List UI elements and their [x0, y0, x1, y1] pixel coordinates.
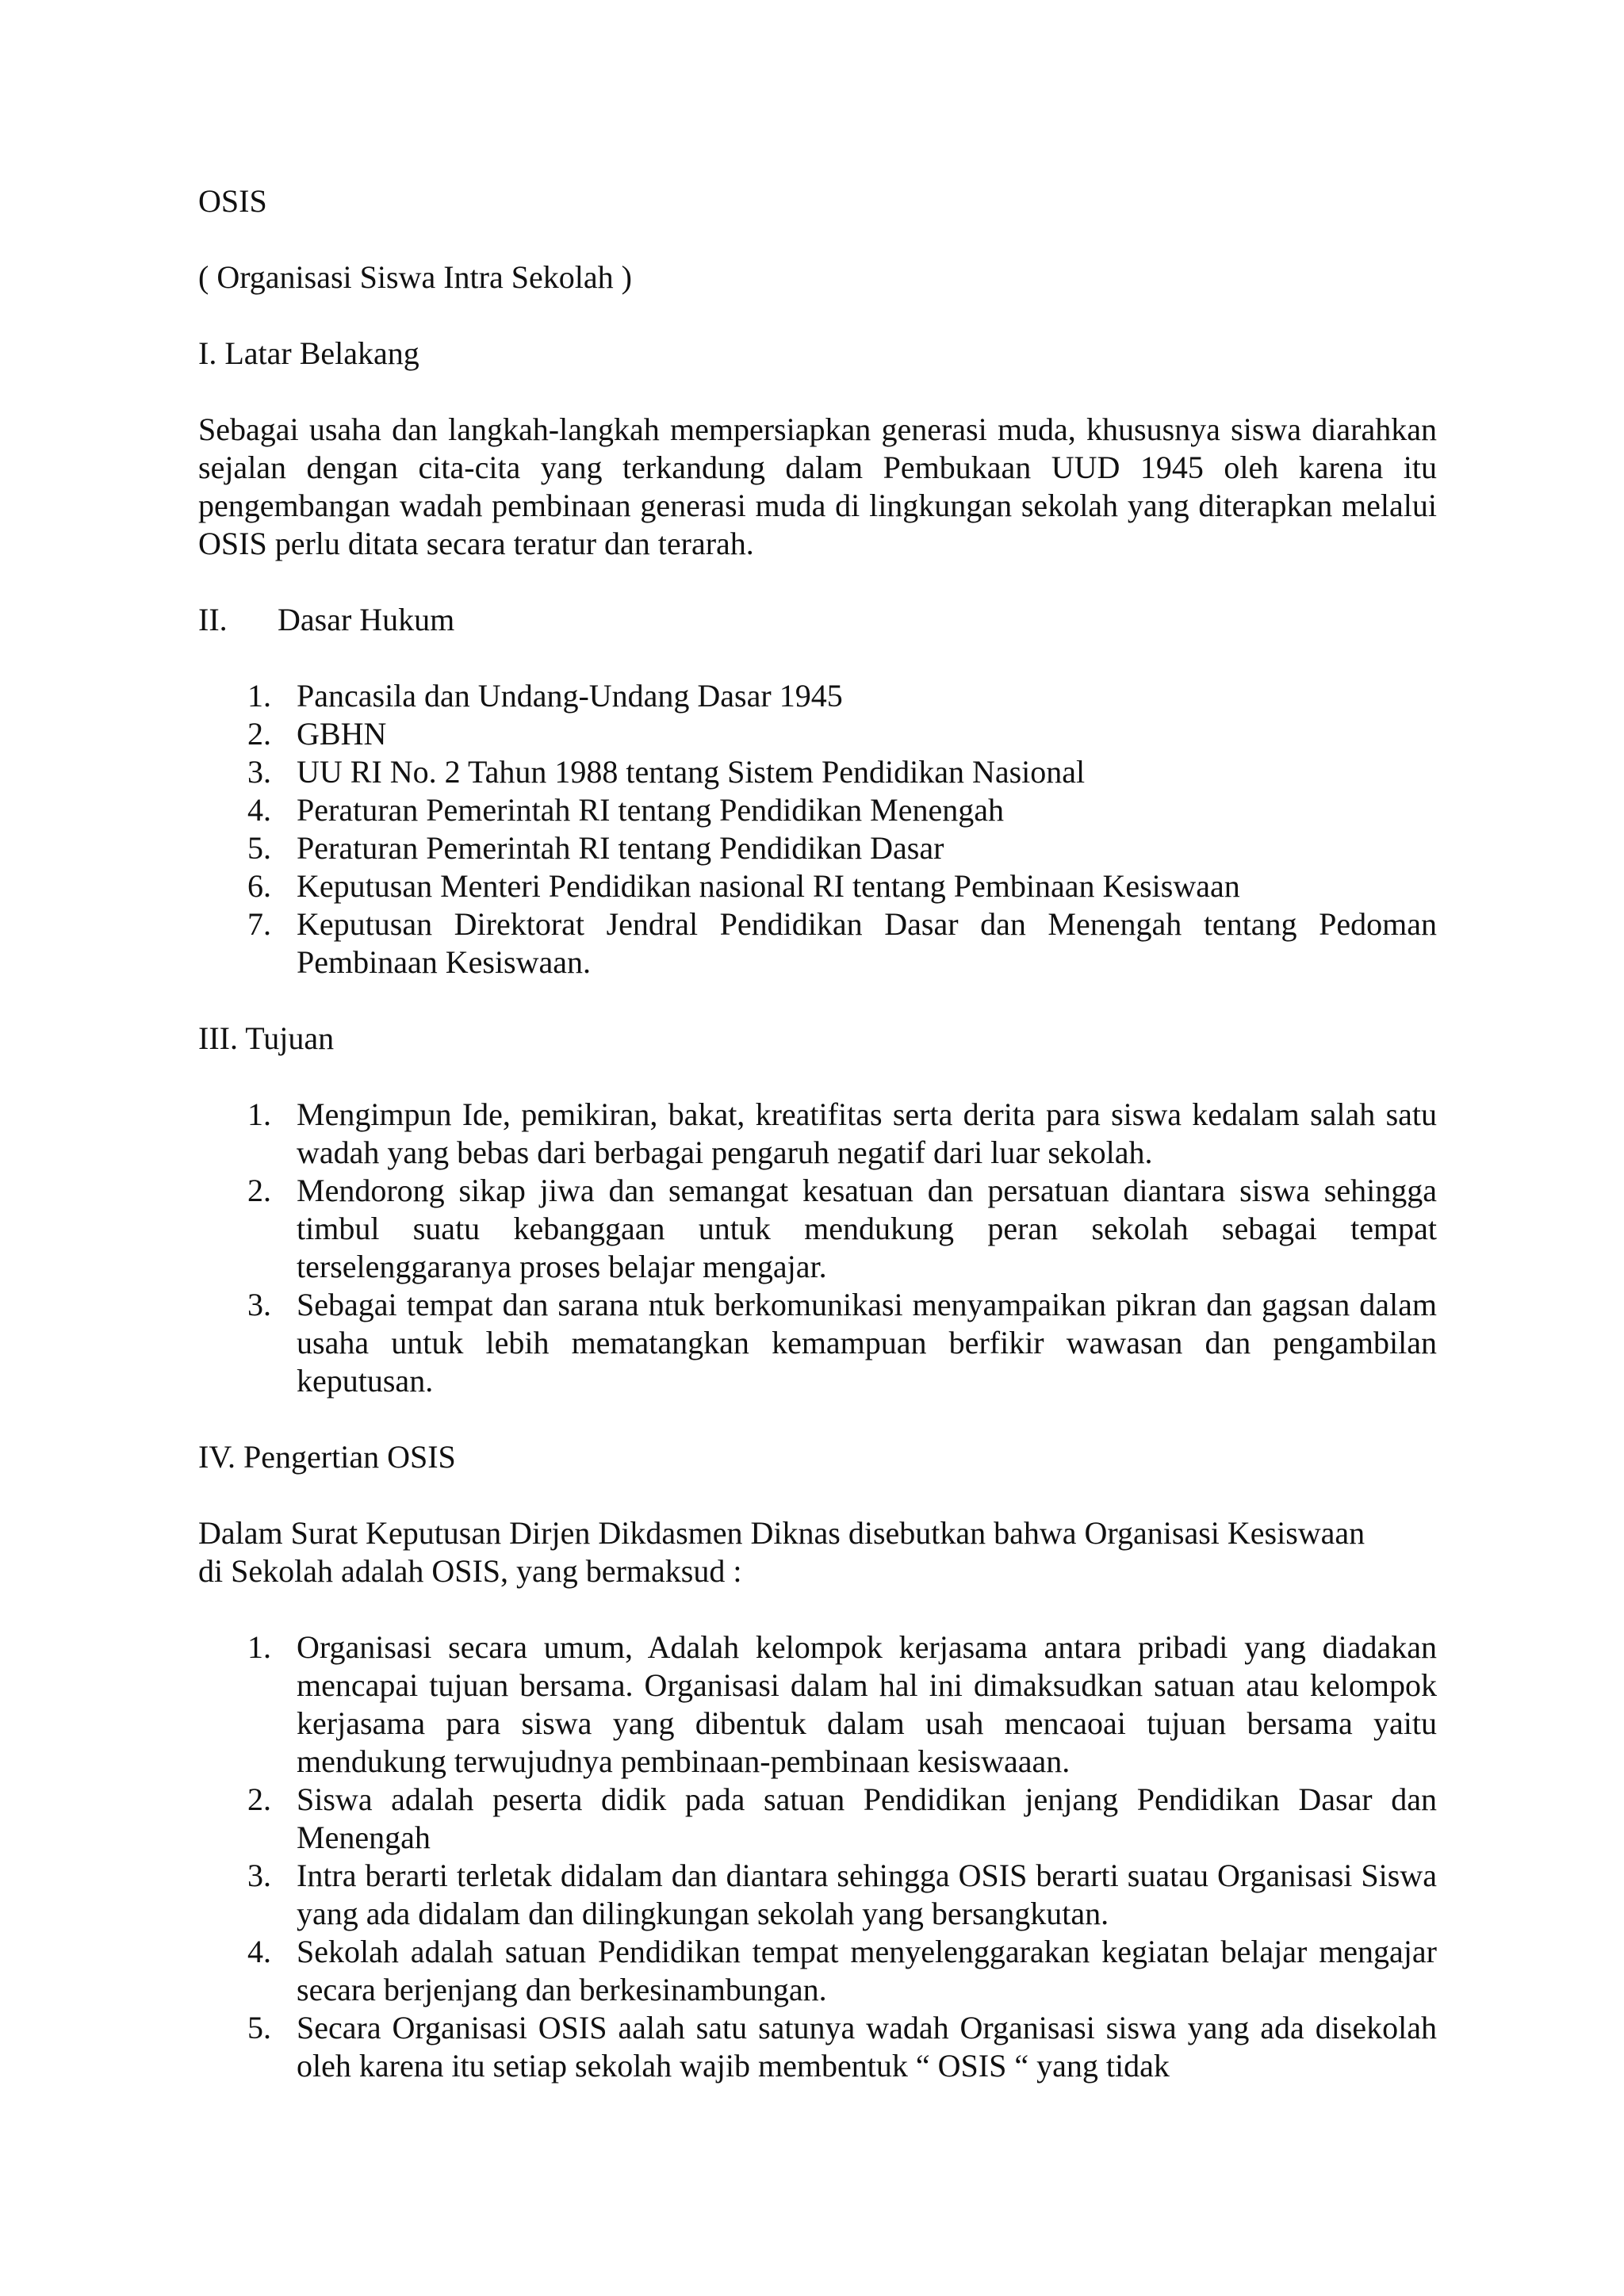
- list-item: [198, 1096, 1437, 1172]
- list-number: 3.: [247, 1287, 271, 1322]
- section-heading-pengertian-osis: IV. Pengertian OSIS: [198, 1439, 456, 1475]
- list-item: [198, 829, 1437, 867]
- list-number: 1.: [247, 1629, 271, 1665]
- list-number: 1.: [247, 1096, 271, 1132]
- list-text: Mendorong sikap jiwa dan semangat kesatuan dan persatuan diantara siswa sehingga timbul suatu kebanggaan untuk mendukung peran sekolah sebagai tempat terselenggaranya proses belajar mengajar.: [297, 1173, 1437, 1284]
- list-text: Mengimpun Ide, pemikiran, bakat, kreatifitas serta derita para siswa kedalam salah satu wadah yang bebas dari berbagai pengaruh negatif dari luar sekolah.: [297, 1096, 1437, 1170]
- list-text: Keputusan Menteri Pendidikan nasional RI tentang Pembinaan Kesiswaan: [297, 868, 1240, 904]
- list-number: 4.: [247, 1934, 271, 1969]
- list-item: [198, 905, 1437, 982]
- list-item: [198, 2009, 1437, 2085]
- list-item: [198, 753, 1437, 791]
- document-subtitle: ( Organisasi Siswa Intra Sekolah ): [198, 259, 632, 295]
- list-number: 6.: [247, 868, 271, 904]
- list-item: [198, 1933, 1437, 2009]
- list-item: [198, 791, 1437, 829]
- list-item: [198, 1781, 1437, 1857]
- list-item: [198, 1857, 1437, 1933]
- list-text: Intra berarti terletak didalam dan diantara sehingga OSIS berarti suatau Organisasi Siswa yang ada didalam dan dilingkungan sekolah yang bersangkutan.: [297, 1858, 1437, 1931]
- list-text: Sebagai tempat dan sarana ntuk berkomunikasi menyampaikan pikran dan gagsan dalam usaha untuk lebih mematangkan kemampuan berfikir wawasan dan pengambilan keputusan.: [297, 1287, 1437, 1399]
- section-paragraph-latar-belakang: Sebagai usaha dan langkah-langkah mempersiapkan generasi muda, khususnya siswa diarahkan sejalan dengan cita-cita yang terkandung dalam Pembukaan UUD 1945 oleh karena itu pengembangan wadah pembinaan generasi muda di lingkungan sekolah yang diterapkan melalui OSIS perlu ditata secara teratur dan terarah.: [198, 411, 1437, 561]
- list-number: 4.: [247, 792, 271, 828]
- list-text: Peraturan Pemerintah RI tentang Pendidikan Menengah: [297, 792, 1004, 828]
- list-number: 3.: [247, 1858, 271, 1893]
- list-text: Organisasi secara umum, Adalah kelompok kerjasama antara pribadi yang diadakan mencapai tujuan bersama. Organisasi dalam hal ini dimaksudkan satuan atau kelompok kerjasama para siswa yang dibentuk dalam usah mencaoai tujuan bersama yaitu mendukung terwujudnya pembinaan-pembinaan kesiswaaan.: [297, 1629, 1437, 1779]
- list-text: Pancasila dan Undang-Undang Dasar 1945: [297, 678, 843, 714]
- list-text: Secara Organisasi OSIS aalah satu satunya wadah Organisasi siswa yang ada disekolah oleh karena itu setiap sekolah wajib membentuk “ OSIS “ yang tidak: [297, 2010, 1437, 2084]
- list-text: Siswa adalah peserta didik pada satuan Pendidikan jenjang Pendidikan Dasar dan Menengah: [297, 1781, 1437, 1855]
- pengertian-list: [198, 1628, 1437, 2085]
- list-text: Sekolah adalah satuan Pendidikan tempat menyelenggarakan kegiatan belajar mengajar secara berjenjang dan berkesinambungan.: [297, 1934, 1437, 2007]
- section-paragraph-pengertian-osis: [198, 1514, 1437, 1590]
- list-item: [198, 715, 1437, 753]
- list-item: [198, 1628, 1437, 1781]
- section-heading-tujuan: III. Tujuan: [198, 1020, 335, 1056]
- list-number: 3.: [247, 754, 271, 790]
- tujuan-list: [198, 1096, 1437, 1400]
- list-number: 2.: [247, 1781, 271, 1817]
- paragraph-line: Dalam Surat Keputusan Dirjen Dikdasmen Diknas disebutkan bahwa Organisasi Kesiswaan: [198, 1515, 1365, 1551]
- section-heading-latar-belakang: I. Latar Belakang: [198, 335, 419, 371]
- paragraph-line: di Sekolah adalah OSIS, yang bermaksud :: [198, 1553, 742, 1589]
- list-number: 2.: [247, 716, 271, 752]
- list-number: 2.: [247, 1173, 271, 1208]
- list-number: 5.: [247, 2010, 271, 2045]
- section-number: II.: [198, 602, 228, 637]
- list-item: [198, 1172, 1437, 1286]
- dasar-hukum-list: [198, 677, 1437, 982]
- section-heading-dasar-hukum: [198, 601, 1437, 639]
- list-item: [198, 1286, 1437, 1400]
- list-text: Keputusan Direktorat Jendral Pendidikan Dasar dan Menengah tentang Pedoman Pembinaan Kesiswaan.: [297, 906, 1437, 980]
- list-text: GBHN: [297, 716, 387, 752]
- document-page: [198, 182, 1437, 2085]
- section-title: Dasar Hukum: [278, 602, 455, 637]
- list-item: [198, 677, 1437, 715]
- document-title: OSIS: [198, 183, 267, 219]
- list-text: Peraturan Pemerintah RI tentang Pendidikan Dasar: [297, 830, 944, 866]
- list-number: 7.: [247, 906, 271, 942]
- list-number: 5.: [247, 830, 271, 866]
- list-text: UU RI No. 2 Tahun 1988 tentang Sistem Pendidikan Nasional: [297, 754, 1086, 790]
- list-item: [198, 867, 1437, 905]
- list-number: 1.: [247, 678, 271, 714]
